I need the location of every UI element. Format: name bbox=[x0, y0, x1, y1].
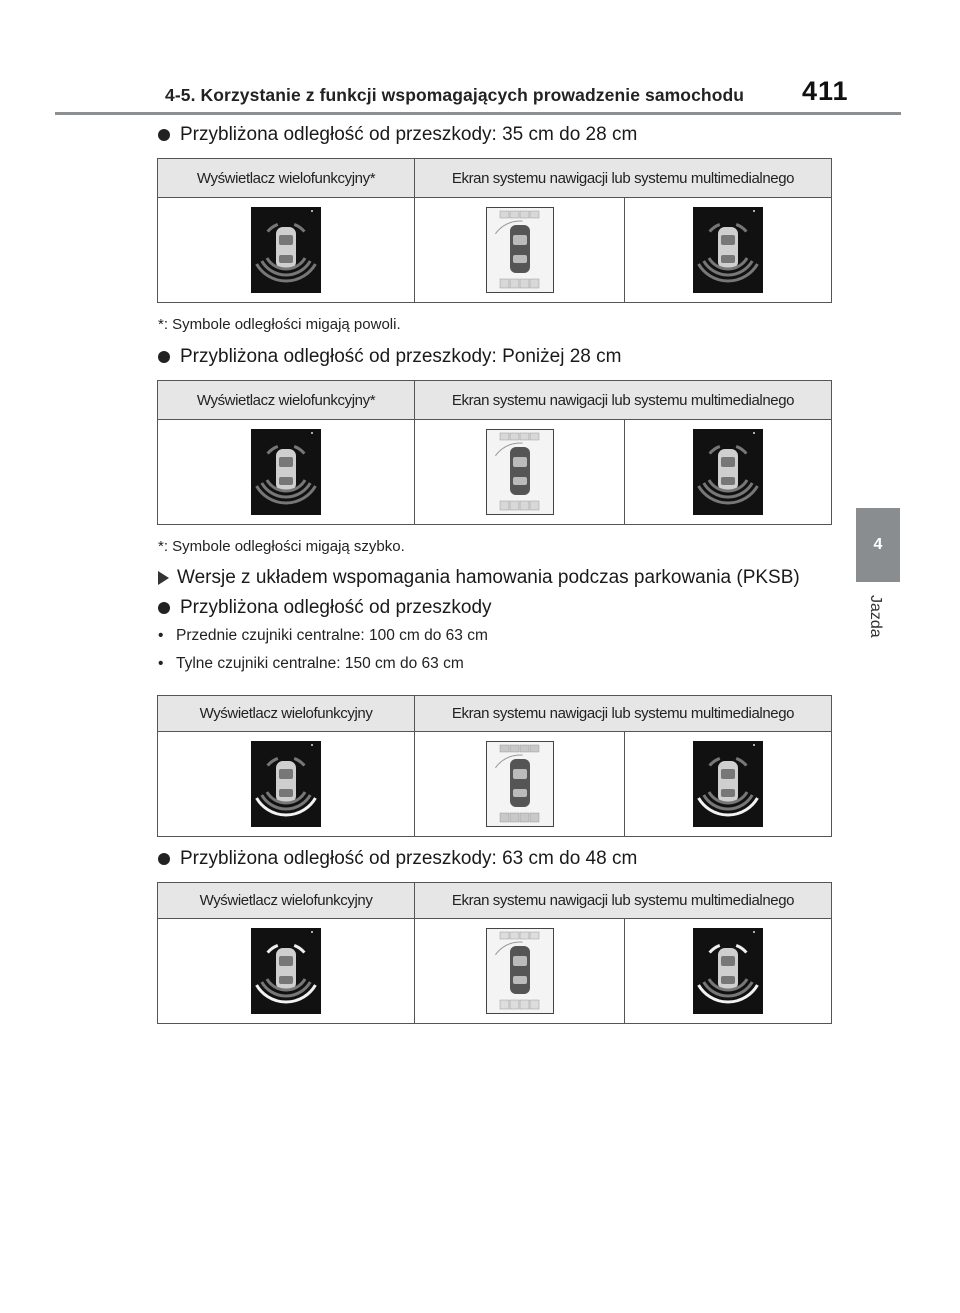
col-navigation-screen: Ekran systemu nawigacji lub systemu multimedialnego bbox=[451, 892, 795, 909]
table-note-2: *: Symbole odległości migają szybko. bbox=[158, 538, 405, 555]
section-heading-1 bbox=[158, 124, 637, 146]
table-header-row bbox=[158, 381, 831, 420]
table-image-row bbox=[158, 732, 831, 836]
navigation-dark-sensor-image bbox=[693, 741, 763, 827]
col-multi-display: Wyświetlacz wielofunkcyjny bbox=[158, 696, 415, 731]
col-multi-display: Wyświetlacz wielofunkcyjny bbox=[158, 883, 415, 918]
section-heading-1-text: Przybliżona odległość od przeszkody: 35 cm do 28 cm bbox=[180, 124, 638, 145]
table-image-row bbox=[158, 919, 831, 1023]
navigation-sensor-image bbox=[486, 429, 554, 515]
multi-display-sensor-image bbox=[251, 207, 321, 293]
display-table-3 bbox=[157, 695, 832, 837]
multi-display-sensor-image bbox=[251, 741, 321, 827]
bullet-icon bbox=[158, 351, 170, 363]
col-multi-display: Wyświetlacz wielofunkcyjny* bbox=[158, 159, 415, 197]
triangle-marker-icon bbox=[158, 571, 169, 585]
section-heading-4 bbox=[158, 848, 637, 870]
col-navigation-screen: Ekran systemu nawigacji lub systemu multimedialnego bbox=[451, 705, 795, 722]
display-table-4 bbox=[157, 882, 832, 1024]
display-table-2 bbox=[157, 380, 832, 525]
table-header-row bbox=[158, 696, 831, 732]
navigation-dark-sensor-image bbox=[693, 928, 763, 1014]
bullet-icon bbox=[158, 129, 170, 141]
section-header-title: 4-5. Korzystanie z funkcji wspomagających prowadzenie samochodu bbox=[165, 85, 745, 105]
navigation-sensor-image bbox=[486, 207, 554, 293]
section-heading-2 bbox=[158, 346, 621, 368]
navigation-dark-sensor-image bbox=[693, 429, 763, 515]
list-item-text: Przednie czujniki centralne: 100 cm do 63 cm bbox=[176, 627, 488, 644]
navigation-dark-sensor-image bbox=[693, 207, 763, 293]
table-note-1: *: Symbole odległości migają powoli. bbox=[158, 316, 401, 333]
bullet-icon bbox=[158, 853, 170, 865]
table-header-row bbox=[158, 159, 831, 198]
chapter-tab-label: Jazda bbox=[867, 595, 884, 638]
pksb-heading-text: Wersje z układem wspomagania hamowania podczas parkowania (PKSB) bbox=[177, 567, 800, 588]
chapter-tab-number: 4 bbox=[873, 536, 883, 553]
section-heading-4-text: Przybliżona odległość od przeszkody: 63 cm do 48 cm bbox=[180, 848, 638, 869]
multi-display-sensor-image bbox=[251, 928, 321, 1014]
col-navigation-screen: Ekran systemu nawigacji lub systemu multimedialnego bbox=[451, 391, 795, 409]
chapter-tab bbox=[856, 508, 900, 582]
navigation-sensor-image bbox=[486, 928, 554, 1014]
col-multi-display: Wyświetlacz wielofunkcyjny* bbox=[158, 381, 415, 419]
bullet-icon bbox=[158, 602, 170, 614]
multi-display-sensor-image bbox=[251, 429, 321, 515]
navigation-sensor-image bbox=[486, 741, 554, 827]
table-image-row bbox=[158, 420, 831, 524]
table-header-row bbox=[158, 883, 831, 919]
section-heading-3 bbox=[158, 597, 492, 619]
list-item: • Tylne czujniki centralne: 150 cm do 63 cm bbox=[158, 655, 464, 672]
section-heading-2-text: Przybliżona odległość od przeszkody: Poniżej 28 cm bbox=[180, 346, 622, 367]
list-item-text: Tylne czujniki centralne: 150 cm do 63 cm bbox=[176, 655, 464, 672]
display-table-1 bbox=[157, 158, 832, 303]
pksb-heading bbox=[158, 567, 800, 589]
header-rule bbox=[55, 112, 901, 115]
section-heading-3-text: Przybliżona odległość od przeszkody bbox=[180, 597, 492, 618]
page-number: 411 bbox=[802, 76, 849, 106]
col-navigation-screen: Ekran systemu nawigacji lub systemu multimedialnego bbox=[451, 169, 795, 187]
list-item: • Przednie czujniki centralne: 100 cm do 63 cm bbox=[158, 627, 488, 644]
table-image-row bbox=[158, 198, 831, 302]
